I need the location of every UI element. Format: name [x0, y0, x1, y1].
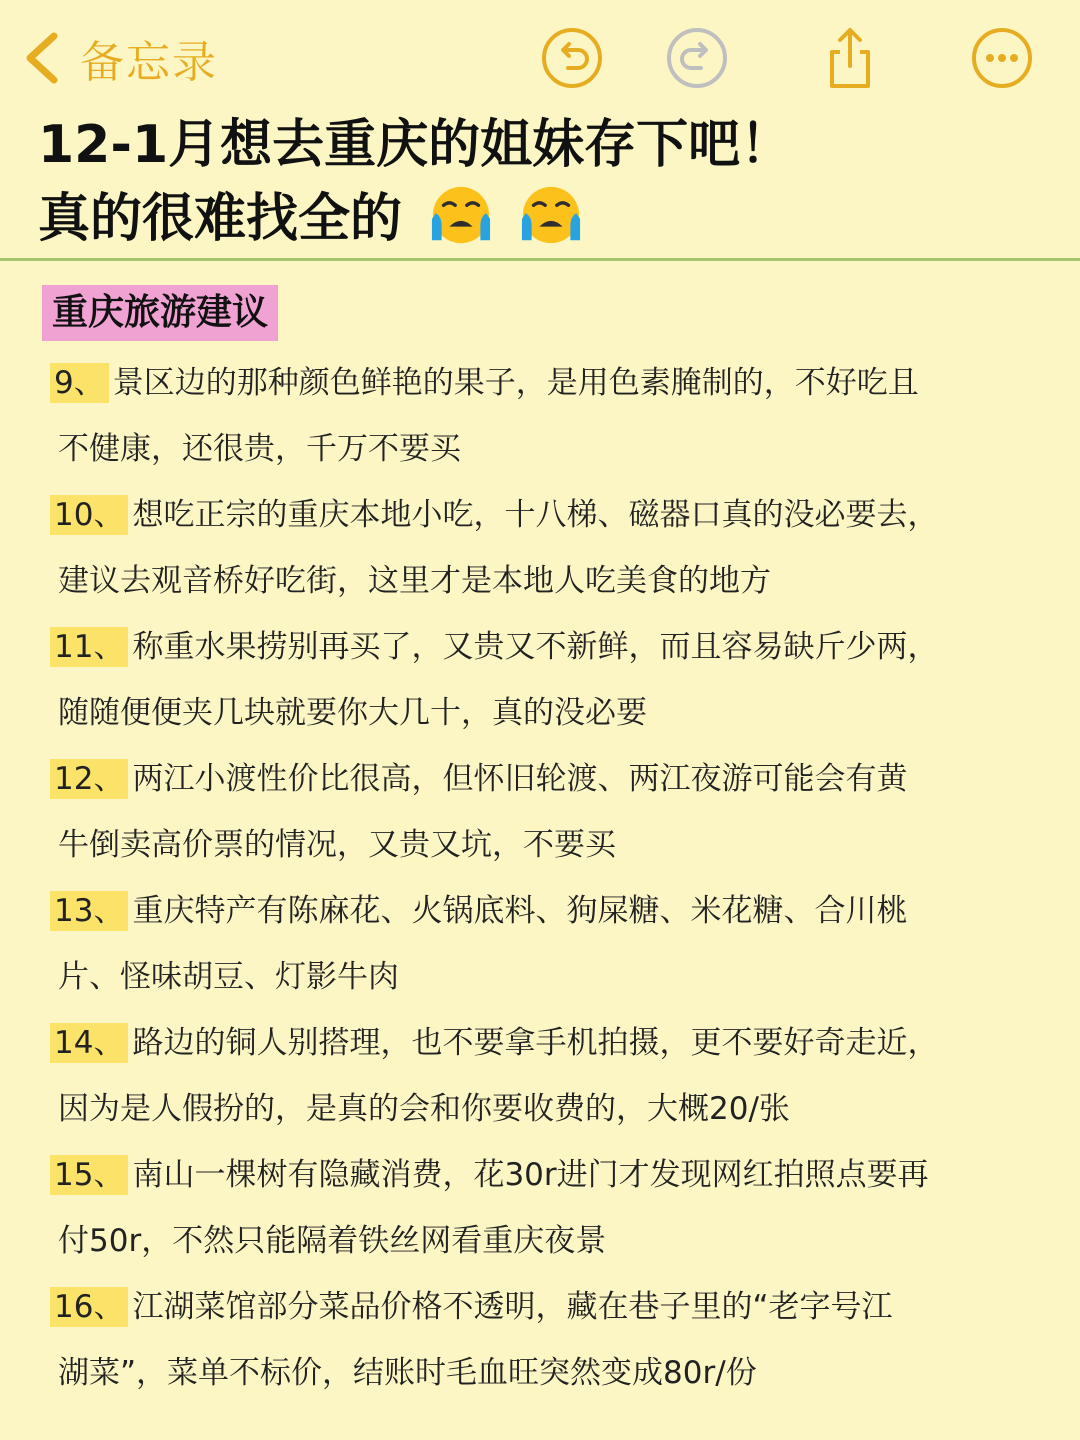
- item-text: 两江小渡性价比很高，但怀旧轮渡、两江夜游可能会有黄: [132, 761, 908, 797]
- item-text: 路边的铜人别搭理，也不要拿手机拍摄，更不要好奇走近，: [132, 1025, 939, 1061]
- list-item: [54, 878, 1043, 1010]
- item-text-cont: 随随便便夹几块就要你大几十，真的没必要: [58, 695, 647, 731]
- item-text: 江湖菜馆部分菜品价格不透明，藏在巷子里的“老字号江: [132, 1289, 893, 1325]
- title-line-1: 12-1月想去重庆的姐妹存下吧！: [38, 115, 793, 175]
- crying-face-icon: [430, 184, 492, 246]
- list-item: [54, 746, 1043, 878]
- item-number: 16、: [50, 1287, 128, 1327]
- list-item: [54, 614, 1043, 746]
- item-text: 景区边的那种颜色鲜艳的果子，是用色素腌制的，不好吃且: [112, 365, 919, 401]
- redo-button[interactable]: [665, 26, 729, 90]
- crying-face-icon: [520, 184, 582, 246]
- item-text-cont: 付50r，不然只能隔着铁丝网看重庆夜景: [58, 1223, 607, 1259]
- item-number: 11、: [50, 627, 128, 667]
- item-text: 南山一棵树有隐藏消费，花30r进门才发现网红拍照点要再: [132, 1157, 929, 1193]
- note-body[interactable]: [54, 350, 1043, 1406]
- item-number: 15、: [50, 1155, 128, 1195]
- item-number: 14、: [50, 1023, 128, 1063]
- item-number: 10、: [50, 495, 128, 535]
- item-text: 重庆特产有陈麻花、火锅底料、狗屎糖、米花糖、合川桃: [132, 893, 908, 929]
- list-item: [54, 1010, 1043, 1142]
- list-item: [54, 482, 1043, 614]
- back-label: 备忘录: [80, 37, 218, 88]
- item-text-cont: 建议去观音桥好吃街，这里才是本地人吃美食的地方: [58, 563, 771, 599]
- more-icon: [970, 26, 1034, 90]
- item-number: 13、: [50, 891, 128, 931]
- item-text-cont: 片、怪味胡豆、灯影牛肉: [58, 959, 399, 995]
- item-number: 12、: [50, 759, 128, 799]
- title-line-2: 真的很难找全的: [38, 189, 403, 249]
- item-text: 想吃正宗的重庆本地小吃，十八梯、磁器口真的没必要去，: [132, 497, 939, 533]
- toolbar: [0, 0, 1080, 115]
- share-button[interactable]: [818, 26, 882, 90]
- item-text-cont: 湖菜”，菜单不标价，结账时毛血旺突然变成80r/份: [58, 1355, 757, 1391]
- divider: [0, 258, 1080, 261]
- title-line-2-wrap: [38, 182, 1048, 256]
- item-text: 称重水果捞别再买了，又贵又不新鲜，而且容易缺斤少两，: [132, 629, 939, 665]
- item-text-cont: 牛倒卖高价票的情况，又贵又坑，不要买: [58, 827, 616, 863]
- item-text-cont: 不健康，还很贵，千万不要买: [58, 431, 461, 467]
- note-title: [38, 108, 1048, 256]
- more-button[interactable]: [970, 26, 1034, 90]
- chevron-left-icon: [22, 30, 62, 86]
- undo-icon: [540, 26, 604, 90]
- item-number: 9、: [50, 363, 109, 403]
- list-item: [54, 350, 1043, 482]
- undo-button[interactable]: [540, 26, 604, 90]
- section-heading: 重庆旅游建议: [42, 285, 278, 341]
- item-text-cont: 因为是人假扮的，是真的会和你要收费的，大概20/张: [58, 1091, 790, 1127]
- list-item: [54, 1142, 1043, 1274]
- list-item: [54, 1274, 1043, 1406]
- redo-icon: [665, 26, 729, 90]
- share-icon: [818, 26, 882, 90]
- back-button[interactable]: [22, 28, 218, 88]
